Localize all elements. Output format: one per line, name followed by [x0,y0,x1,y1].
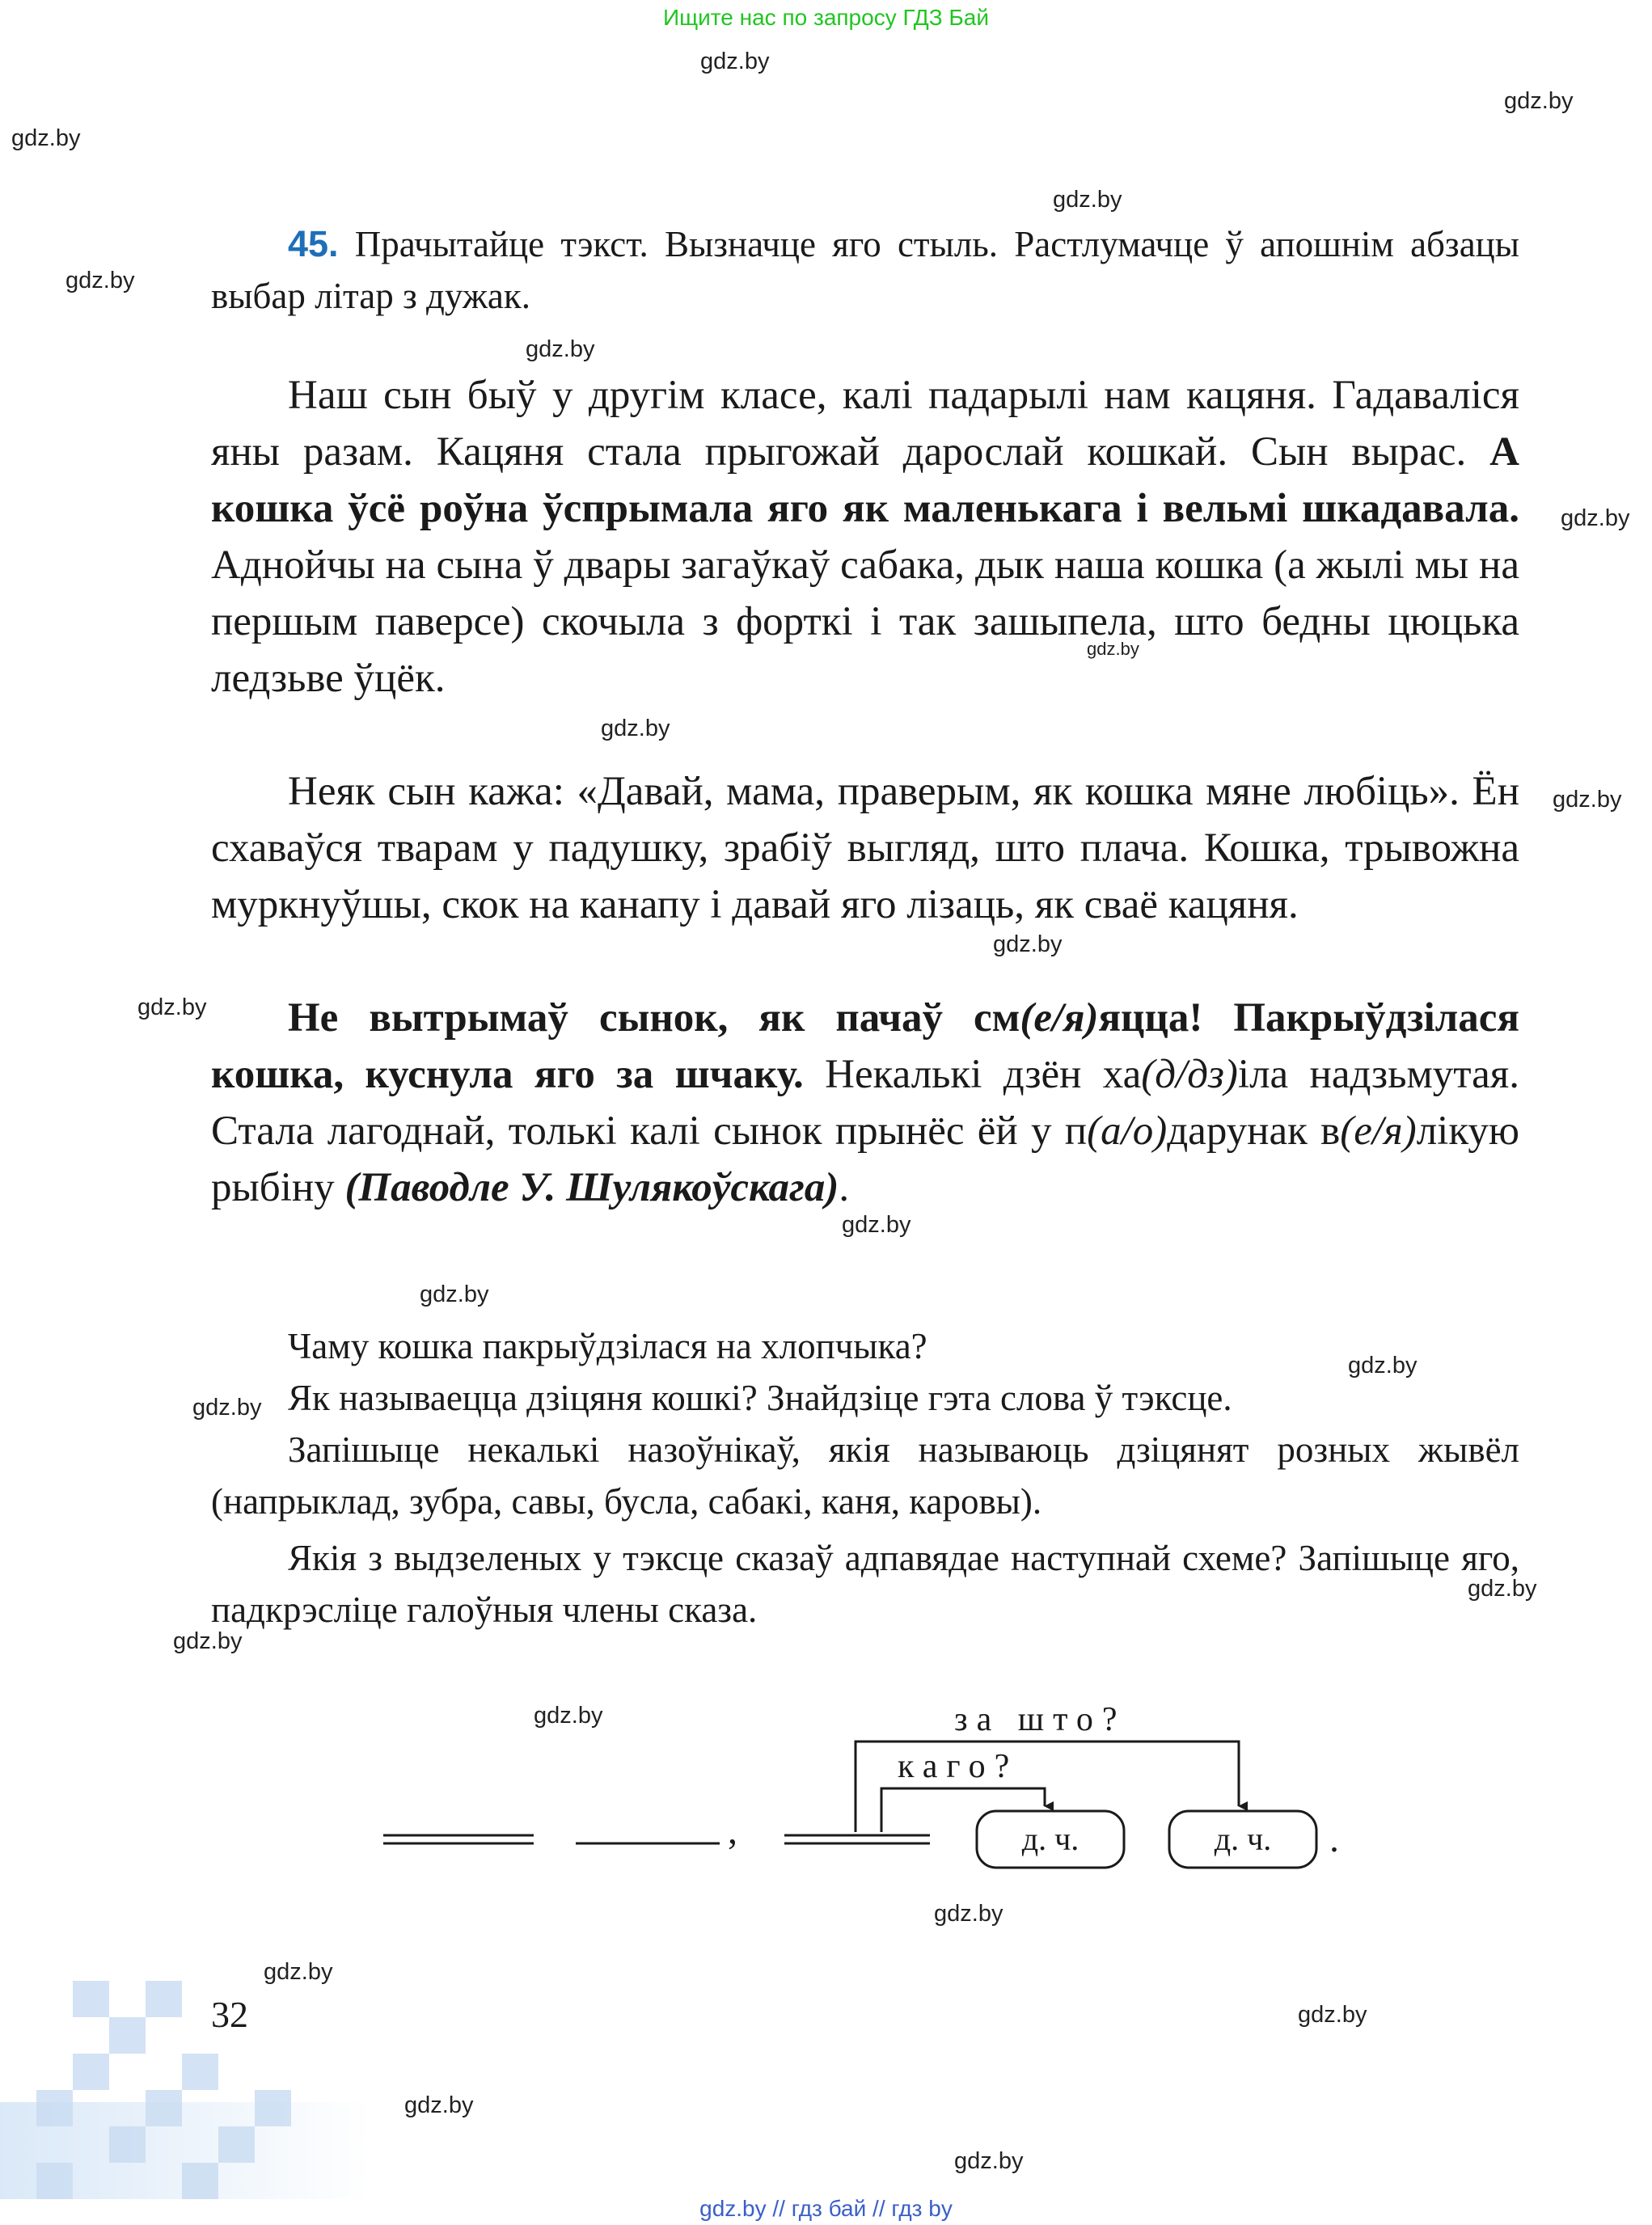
watermark: gdz.by [526,336,595,362]
object-box-1-label: д. ч. [1021,1821,1080,1857]
question-3: Запішыце некалькі назоўнікаў, якія называюць дзіцянят розных жывёл (напрыклад, зубра, савы, бусла, сабакі, каня, каровы). [211,1429,1519,1522]
letter-choice: (а/о) [1087,1108,1168,1154]
question-2: Як называецца дзіцяня кошкі? Знайдзіце гэта слова ў тэксце. [288,1378,1232,1418]
watermark: gdz.by [1553,787,1622,813]
watermark: gdz.by [11,125,81,151]
p2-text: Неяк сын кажа: «Давай, мама, праверым, як кошка мяне любіць». Ён схаваўся тварам у падушку, зрабіў выгляд, што плача. Кошка, трывожна муркнуўшы, скок на канапу і давай яго лізаць, як сваё кацяня. [211,769,1519,927]
p3-text-a: Некалькі дзён ха [803,1052,1142,1097]
page-number: 32 [211,1994,248,2035]
watermark: gdz.by [601,716,670,741]
watermark: gdz.by [954,2148,1024,2174]
watermark: gdz.by [534,1703,603,1729]
watermark: gdz.by [1053,187,1122,213]
letter-choice: (е/я) [1340,1108,1417,1154]
schema-comma: , [728,1809,737,1852]
watermark: gdz.by [842,1212,911,1238]
text-paragraph-2 [211,763,1519,933]
highlighted-sentence-2b: яцца! Пакрыўдзілася кошка, куснула яго за шчаку. [211,995,1519,1097]
exercise-number: 45. [288,223,339,264]
question-1: Чаму кошка пакрыўдзілася на хлопчыка? [288,1326,927,1366]
p3-text-d: лікую рыбіну [211,1108,1519,1210]
watermark: gdz.by [993,931,1063,957]
watermark: gdz.by [1504,88,1574,114]
watermark: gdz.by [1561,505,1630,531]
highlighted-sentence-2a: Не вытрымаў сынок, як пачаў см [288,995,1020,1041]
letter-choice: (д/дз) [1141,1052,1238,1097]
p3-end: . [839,1165,850,1210]
source-attribution: (Паводле У. Шулякоўскага) [344,1165,839,1210]
p3-text-b: іла надзьмутая. Стала лагоднай, толькі калі сынок прынёс ёй у п [211,1052,1519,1154]
top-banner[interactable]: Ищите нас по запросу ГДЗ Бай [662,5,990,30]
question-inner: каго? [898,1748,1019,1785]
exercise-instruction [211,218,1519,322]
subject-double-underline [383,1835,534,1843]
text-paragraph-3 [211,990,1519,1216]
watermark: gdz.by [1087,639,1139,659]
question-outer: за што? [954,1701,1126,1738]
watermark: gdz.by [65,268,135,293]
watermark: gdz.by [1348,1353,1418,1378]
object-box-2-label: д. ч. [1214,1821,1272,1857]
predicate-double-underline [784,1835,930,1843]
text-paragraph-1 [211,367,1519,707]
watermark: gdz.by [420,1281,489,1307]
footer-links[interactable]: gdz.by // гдз бай // гдз by [699,2196,953,2221]
watermark: gdz.by [173,1628,243,1654]
watermark: gdz.by [137,994,207,1020]
schema-period: . [1329,1818,1339,1860]
watermark: gdz.by [404,2092,474,2118]
p1-text-b: Аднойчы на сына ў двары загаўкаў сабака, дык наша кошка (а жылі мы на першым паверсе) скочыла з форткі і так зашыпела, што бедны цюцька ледзьве ўцёк. [211,543,1519,701]
instruction-text: Прачытайце тэкст. Вызначце яго стыль. Растлумачце ў апошнім абзацы выбар літар з дужак. [211,224,1519,316]
watermark: gdz.by [264,1959,333,1985]
watermark: gdz.by [192,1395,262,1421]
p1-text-a: Наш сын быў у другім класе, калі падарылі нам кацяня. Гадаваліся яны разам. Кацяня стала прыгожай дарослай кошкай. Сын вырас. [211,373,1519,475]
watermark: gdz.by [700,49,770,74]
watermark: gdz.by [934,1901,1003,1927]
question-4: Якія з выдзеленых у тэксце сказаў адпавядае наступнай схеме? Запішыце яго, падкрэсліце галоўныя члены сказа. [211,1538,1519,1630]
letter-choice: (е/я) [1020,995,1099,1041]
watermark: gdz.by [1468,1576,1537,1602]
p3-text-c: дарунак в [1167,1108,1341,1154]
corner-decoration [0,1940,372,2199]
watermark: gdz.by [1298,2002,1367,2028]
highlighted-sentence-1: А кошка ўсё роўна ўспрымала яго як маленькага і вельмі шкадавала. [211,429,1519,531]
sentence-schema [380,1690,1375,1900]
